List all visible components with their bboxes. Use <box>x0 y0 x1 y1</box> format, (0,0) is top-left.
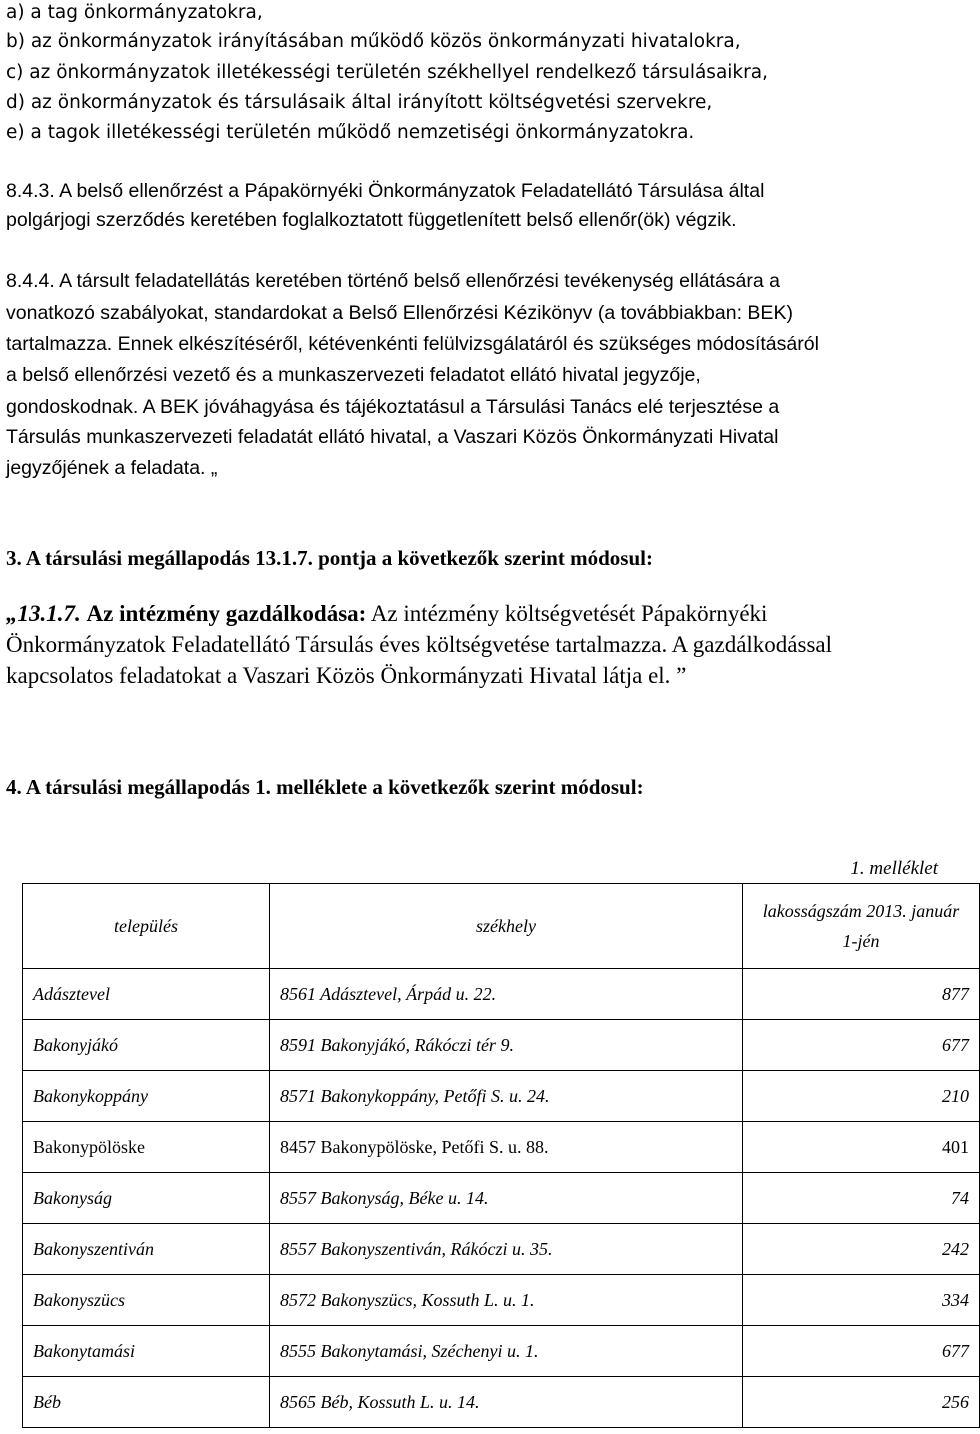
quote-open: „ <box>6 601 18 626</box>
cell-population: 74 <box>743 1173 980 1224</box>
section-number: 13.1.7. <box>17 601 81 626</box>
table-header-row <box>23 884 980 969</box>
list-item-e: e) a tagok illetékességi területén működő nemzetiségi önkormányzatokra. <box>6 122 695 143</box>
cell-population: 334 <box>743 1275 980 1326</box>
section-heading-3: 3. A társulási megállapodás 13.1.7. pontja a következők szerint módosul: <box>6 546 653 570</box>
paragraph-844-line: Társulás munkaszervezeti feladatát ellátó hivatal, a Vaszari Közös Önkormányzati Hivatal <box>6 426 779 448</box>
list-item-d: d) az önkormányzatok és társulásaik által irányított költségvetési szervekre, <box>6 92 713 113</box>
table-body <box>23 969 980 1428</box>
cell-seat: 8561 Adásztevel, Árpád u. 22. <box>270 969 743 1020</box>
cell-seat: 8555 Bakonytamási, Széchenyi u. 1. <box>270 1326 743 1377</box>
table-row <box>23 1122 980 1173</box>
table-row <box>23 1020 980 1071</box>
cell-population: 677 <box>743 1020 980 1071</box>
cell-settlement: Bakonytamási <box>23 1326 270 1377</box>
header-population-line2: 1-jén <box>842 931 880 951</box>
paragraph-844-line: vonatkozó szabályokat, standardokat a Belső Ellenőrzési Kézikönyv (a továbbiakban: BEK) <box>6 302 793 324</box>
list-item-c: c) az önkormányzatok illetékességi területén székhellyel rendelkező társulásaikra, <box>6 62 768 83</box>
paragraph-844-line: 8.4.4. A társult feladatellátás keretében történő belső ellenőrzési tevékenység ellátására a <box>6 270 780 292</box>
cell-seat: 8591 Bakonyjákó, Rákóczi tér 9. <box>270 1020 743 1071</box>
table-row <box>23 1071 980 1122</box>
paragraph-844-line: jegyzőjének a feladata. „ <box>6 457 218 479</box>
cell-seat: 8457 Bakonypölöske, Petőfi S. u. 88. <box>270 1122 743 1173</box>
cell-settlement: Bakonykoppány <box>23 1071 270 1122</box>
annex-label: 1. melléklet <box>850 858 938 879</box>
cell-population: 256 <box>743 1377 980 1428</box>
cell-seat: 8557 Bakonyság, Béke u. 14. <box>270 1173 743 1224</box>
table-row <box>23 1173 980 1224</box>
cell-settlement: Bakonyság <box>23 1173 270 1224</box>
cell-settlement: Bakonyjákó <box>23 1020 270 1071</box>
table-row <box>23 1326 980 1377</box>
cell-settlement: Bakonyszücs <box>23 1275 270 1326</box>
cell-settlement: Adásztevel <box>23 969 270 1020</box>
list-item-a: a) a tag önkormányzatokra, <box>6 2 263 23</box>
table-row <box>23 1377 980 1428</box>
cell-seat: 8572 Bakonyszücs, Kossuth L. u. 1. <box>270 1275 743 1326</box>
header-settlement: település <box>23 884 270 969</box>
cell-seat: 8557 Bakonyszentiván, Rákóczi u. 35. <box>270 1224 743 1275</box>
table-row <box>23 1224 980 1275</box>
section-1317-line3: kapcsolatos feladatokat a Vaszari Közös Önkormányzati Hivatal látja el. ” <box>6 663 687 688</box>
header-population-line1: lakosságszám 2013. január <box>762 901 960 921</box>
section-title: Az intézmény gazdálkodása: <box>86 601 367 626</box>
header-seat: székhely <box>270 884 743 969</box>
section-text: Az intézmény költségvetését Pápakörnyéki <box>370 601 768 626</box>
paragraph-843-line: polgárjogi szerződés keretében foglalkoztatott függetlenített belső ellenőr(ök) végzik. <box>6 209 737 231</box>
paragraph-844-line: tartalmazza. Ennek elkészítéséről, kétévenkénti felülvizsgálatáról és szükséges módosításáról <box>6 333 819 355</box>
paragraph-844-line: gondoskodnak. A BEK jóváhagyása és tájékoztatásul a Társulási Tanács elé terjesztése a <box>6 396 780 418</box>
settlement-table <box>22 883 980 1428</box>
section-1317-line2: Önkormányzatok Feladatellátó Társulás éves költségvetése tartalmazza. A gazdálkodással <box>6 632 833 657</box>
cell-population: 677 <box>743 1326 980 1377</box>
cell-population: 242 <box>743 1224 980 1275</box>
section-heading-4: 4. A társulási megállapodás 1. melléklete a következők szerint módosul: <box>6 775 644 799</box>
header-population <box>743 884 980 969</box>
paragraph-843-line: 8.4.3. A belső ellenőrzést a Pápakörnyéki Önkormányzatok Feladatellátó Társulása által <box>6 180 765 202</box>
paragraph-844-line: a belső ellenőrzési vezető és a munkaszervezeti feladatot ellátó hivatal jegyzője, <box>6 364 701 386</box>
cell-population: 401 <box>743 1122 980 1173</box>
cell-population: 877 <box>743 969 980 1020</box>
table-row <box>23 969 980 1020</box>
cell-settlement: Bakonypölöske <box>23 1122 270 1173</box>
table-row <box>23 1275 980 1326</box>
cell-settlement: Béb <box>23 1377 270 1428</box>
section-1317-line1 <box>6 601 767 627</box>
cell-seat: 8565 Béb, Kossuth L. u. 14. <box>270 1377 743 1428</box>
cell-settlement: Bakonyszentiván <box>23 1224 270 1275</box>
cell-seat: 8571 Bakonykoppány, Petőfi S. u. 24. <box>270 1071 743 1122</box>
list-item-b: b) az önkormányzatok irányításában működő közös önkormányzati hivatalokra, <box>6 31 741 52</box>
cell-population: 210 <box>743 1071 980 1122</box>
